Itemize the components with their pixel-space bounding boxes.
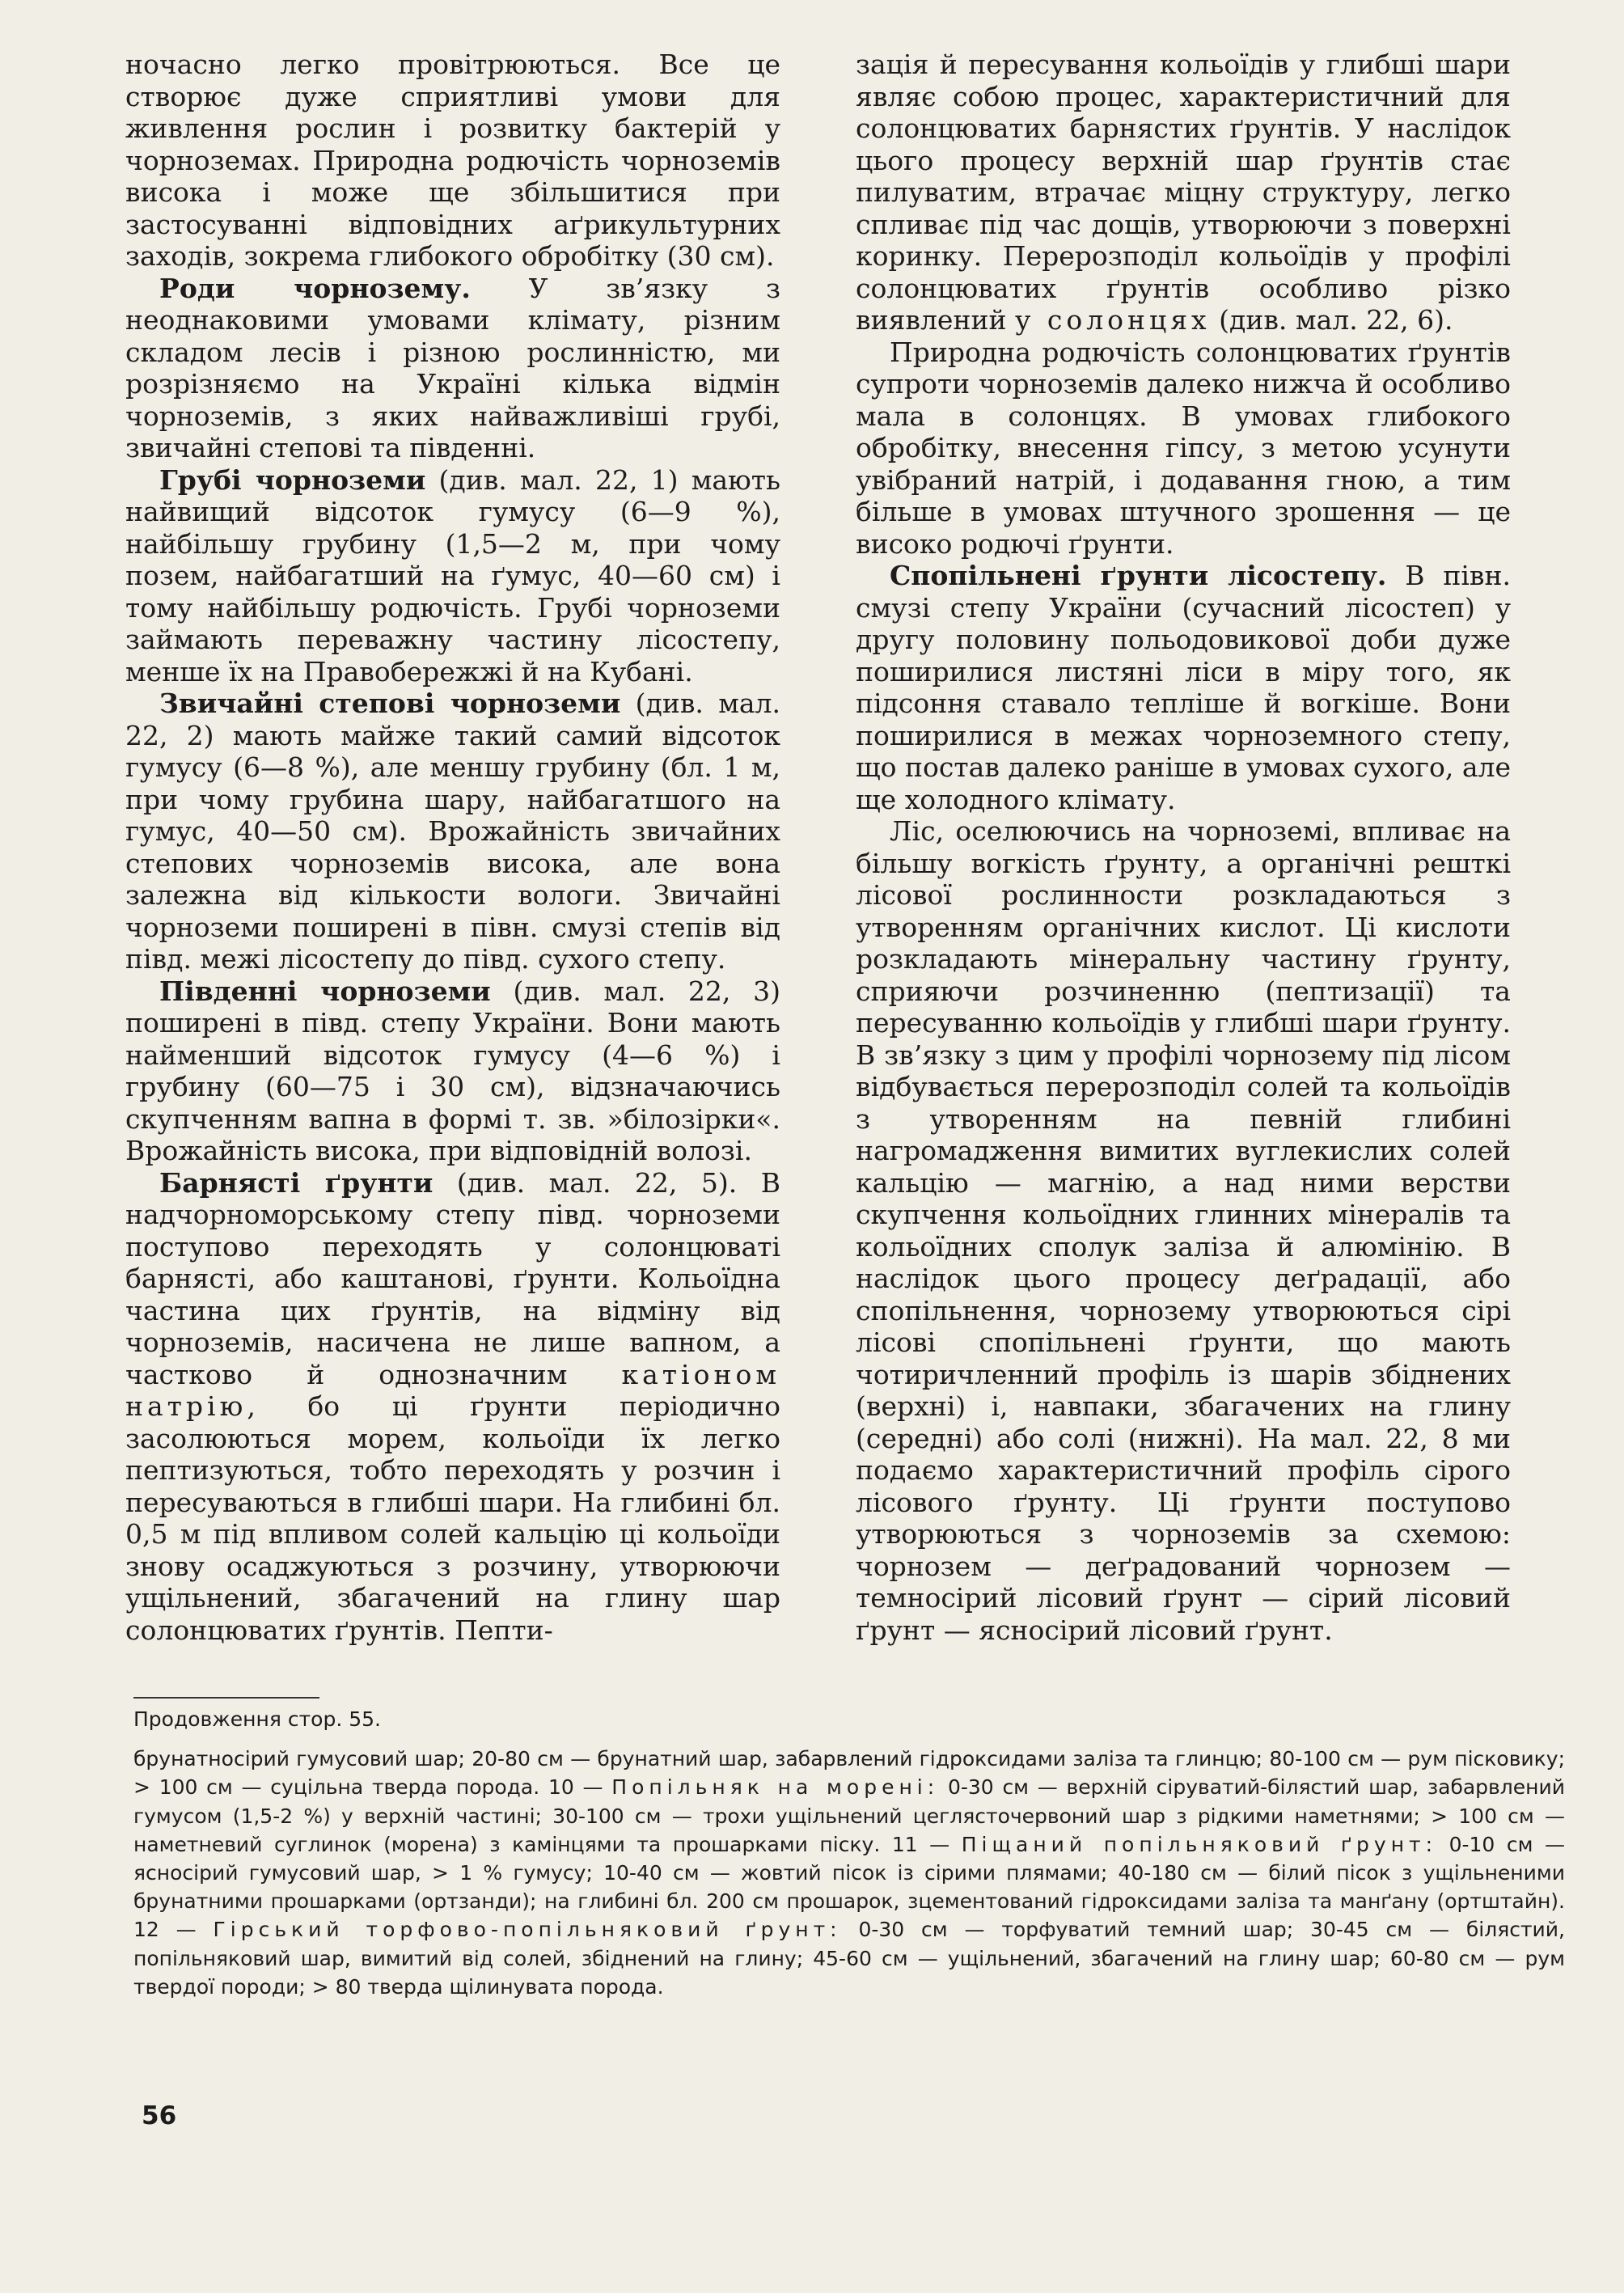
paragraph-text: (див. мал. 22, 6). <box>1210 304 1453 336</box>
paragraph-text: , бо ці ґрунти періодично засолюються морем, кольоїди їх легко пептизуються, тобто переходять у розчин і пересуваються в глибші шари. На глибині бл. 0,5 м під впливом солей кальцію ці кольоїди знову осаджуються з розчину, утворюючи ущільнений, збагачений на глину шар солонцюватих ґрунтів. Пепти- <box>125 1390 780 1646</box>
spaced-text: у солонцях <box>1014 304 1211 336</box>
footnote-continuation: Продовження стор. 55. <box>133 1707 381 1731</box>
page-number: 56 <box>142 2101 177 2130</box>
footnote-text: 0-30 см — торфуватий темний шар; 30-45 см — білястий, попільняковий шар, вимитий від солей, збіднений на глину; 45-60 см — ущільнений, збагачений на глину шар; 60-80 см — рум твердої породи; > 80 тверда щілинувата порода. <box>133 1918 1565 1999</box>
footnote-text: 0-10 см — ясносірий гумусовий шар, > 1 % гумусу; 10-40 см — жовтий пісок із сірими плямами; 40-180 см — білий пісок з ущільненими брунатними прошарками (ортзанди); на глибині бл. 200 см прошарок, зцементований гідроксидами заліза та манґану (ортштайн). 12 — <box>133 1832 1565 1942</box>
section-heading: Звичайні степові чорноземи <box>159 687 621 719</box>
section-heading: Південні чорноземи <box>159 975 491 1007</box>
spaced-text: Гірський торфово-попільняковий ґрунт: <box>213 1918 842 1942</box>
footnote-rule <box>133 1697 319 1699</box>
footnote-text: брунатносірий гумусовий шар; 20-80 см — брунатний шар, забарвлений гідроксидами заліза та глинцю; 80-100 см — рум пісковику; > 100 см — суцільна тверда порода. 10 — <box>133 1747 1565 1800</box>
paragraph <box>125 1167 780 1647</box>
section-heading: Роди чорнозему. <box>159 272 471 304</box>
paragraph-text: (див. мал. 22, 3) поширені в півд. степу України. Вони мають найменший відсоток гумусу (4—6 %) і грубину (60—75 і 30 см), відзначаючись скупченням вапна в формі т. зв. »білозірки«. Врожайність висока, при відповідній волозі. <box>125 975 780 1166</box>
section-heading: Грубі чорноземи <box>159 463 426 496</box>
paragraph <box>125 273 780 464</box>
section-heading: Барнясті ґрунти <box>159 1166 433 1199</box>
paragraph-text: (див. мал. 22, 1) мають найвищий відсоток гумусу (6—9 %), найбільшу грубину (1,5—2 м, при чому позем, найбагатший на ґумус, 40—60 см) і тому найбільшу родючість. Грубі чорноземи займають переважну частину лісостепу, менше їх на Правобережжі й на Кубані. <box>125 463 780 687</box>
paragraph <box>125 49 780 273</box>
right-column <box>856 49 1511 1646</box>
spaced-text: Попільняк на морені: <box>611 1775 940 1800</box>
paragraph-text: В півн. смузі степу України (сучасний лісостеп) у другу половину польодовикової доби дуже поширилися листяні ліси в міру того, як підсоння ставало тепліше й вогкіше. Вони поширилися в межах чорноземного степу, що постав далеко раніше в умовах сухого, але ще холодного клімату. <box>856 560 1511 815</box>
spaced-text: катіоном натрію <box>125 1358 780 1422</box>
paragraph-text: У зв’язку з неоднаковими умовами клімату, різним складом лесів і різною рослинністю, ми розрізняємо на Україні кілька відмін чорноземів, з яких найважливіші грубі, звичайні степові та південні. <box>125 272 780 463</box>
paragraph-text: зація й пересування кольоїдів у глибші шари являє собою процес, характеристичний для солонцюватих барнястих ґрунтів. У наслідок цього процесу верхній шар ґрунтів стає пилуватим, втрачає міцну структуру, легко спливає під час дощів, утворюючи з поверхні коринку. Перерозподіл кольоїдів у профілі солонцюватих ґрунтів особливо різко виявлений <box>856 49 1511 336</box>
paragraph <box>856 49 1511 336</box>
section-heading: Спопільнені ґрунти лісостепу. <box>890 560 1387 591</box>
spaced-text: Піщаний попільняковий ґрунт: <box>961 1832 1438 1856</box>
footnote-body <box>133 1745 1565 2001</box>
paragraph <box>125 975 780 1167</box>
paragraph <box>125 687 780 975</box>
paragraph <box>856 560 1511 815</box>
paragraph-text: Природна родючість солонцюватих ґрунтів супроти чорноземів далеко нижча й особливо мала в солонцях. В умовах глибокого обробітку, внесення гіпсу, з метою усунути увібраний натрій, і додавання гною, а тим більше в умовах штучного зрошення — це високо родючі ґрунти. <box>856 336 1511 560</box>
paragraph <box>856 336 1511 561</box>
paragraph-text: ночасно легко провітрюються. Все це створює дуже сприятливі умови для живлення рослин і розвитку бактерій у чорноземах. Природна родючість чорноземів висока і може ще збільшитися при застосуванні відповідних аґрикультурних заходів, зокрема глибокого обробітку (30 см). <box>125 49 780 272</box>
paragraph <box>125 464 780 688</box>
footnote-text: 0-30 см — верхній сіруватий-білястий шар, забарвлений гумусом (1,5-2 %) у верхній частині; 30-100 см — трохи ущільнений цеглясточервоний шар з рідкими наметнями; > 100 см — наметневий суглинок (морена) з камінцями та прошарками піску. 11 — <box>133 1775 1565 1856</box>
paragraph-text: Ліс, оселюючись на чорноземі, впливає на більшу вогкість ґрунту, а органічні решткі лісової рослинности розкладаються з утворенням органічних кислот. Ці кислоти розкладають мінеральну частину ґрунту, сприяючи розчиненню (пептизації) та пересуванню кольоїдів у глибші шари ґрунту. В зв’язку з цим у профілі чорнозему під лісом відбувається перерозподіл солей та кольоїдів з утворенням на певній глибині нагромадження вимитих вуглекислих солей кальцію — магнію, а над ними верстви скупчення кольоїдних глинних мінералів та кольоїдних сполук заліза й алюмінію. В наслідок цього процесу деґрадації, або спопільнення, чорнозему утворюються сірі лісові спопільнені ґрунти, що мають чотиричленний профіль із шарів збіднених (верхні) і, навпаки, збагачених на глину (середні) або солі (нижні). На мал. 22, 8 ми подаємо характеристичний профіль сірого лісового ґрунту. Ці ґрунти поступово утворюються з чорноземів за схемою: чорнозем — деґрадований чорнозем — темносірий лісовий ґрунт — сірий лісовий ґрунт — ясносірий лісовий ґрунт. <box>856 815 1511 1646</box>
footnote <box>133 1705 1565 2001</box>
paragraph <box>856 815 1511 1646</box>
left-column <box>125 49 780 1646</box>
paragraph-text: (див. мал. 22, 5). В надчорноморському степу півд. чорноземи поступово переходять у солонцюваті барнясті, або каштанові, ґрунти. Кольоїдна частина цих ґрунтів, на відміну від чорноземів, насичена не лише вапном, а частково й однозначним <box>125 1166 781 1390</box>
paragraph-text: (див. мал. 22, 2) мають майже такий самий відсоток гумусу (6—8 %), але меншу грубину (бл. 1 м, при чому грубина шару, найбагатшого на гумус, 40—50 см). Врожайність звичайних степових чорноземів висока, але вона залежна від кількости вологи. Звичайні чорноземи поширені в півн. смузі степів від півд. межі лісостепу до півд. сухого степу. <box>125 687 780 975</box>
